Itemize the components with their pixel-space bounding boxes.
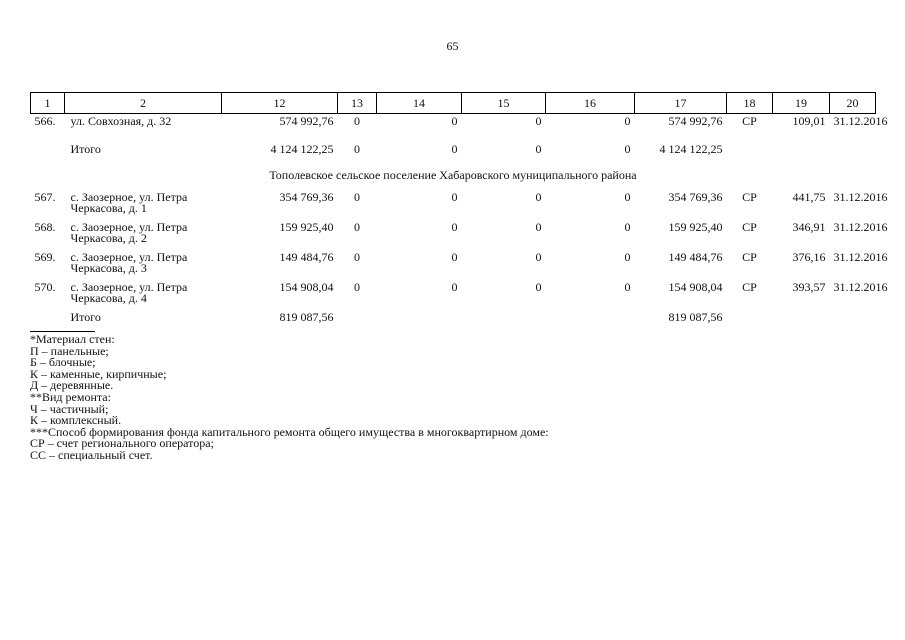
cell-19: 376,16 [792, 250, 826, 264]
cell-17: 4 124 122,25 [659, 142, 723, 156]
col-header: 18 [727, 93, 773, 114]
table-row [31, 190, 876, 220]
col-header: 2 [65, 93, 222, 114]
row-number: 566. [34, 114, 56, 128]
cell-18: СР [742, 250, 757, 264]
cell-17: 574 992,76 [668, 114, 723, 128]
col-header: 16 [546, 93, 635, 114]
cell-16: 0 [624, 114, 631, 128]
cell-19: 393,57 [792, 280, 826, 294]
cell-12: 819 087,56 [279, 310, 334, 324]
address-line: ул. Совхозная, д. 32 [70, 114, 172, 128]
cell-16: 0 [624, 190, 631, 204]
cell-13: 0 [354, 142, 360, 156]
cell-14: 0 [451, 142, 458, 156]
col-header: 12 [222, 93, 338, 114]
footnote-line: Б – блочные; [30, 355, 96, 370]
address-line: с. Заозерное, ул. Петра [70, 280, 188, 294]
address-line: Черкасова, д. 4 [70, 291, 147, 305]
footnote-line: Ч – частичный; [30, 401, 109, 416]
page-number: 65 [446, 39, 459, 53]
col-header: 1 [31, 93, 65, 114]
cell-15: 0 [535, 280, 542, 294]
footnote-line: К – комплексный. [30, 413, 122, 428]
cell-14: 0 [451, 114, 458, 128]
cell-15: 0 [535, 220, 542, 234]
cell-16: 0 [624, 220, 631, 234]
cell-14: 0 [451, 250, 458, 264]
address-line: с. Заозерное, ул. Петра [70, 250, 188, 264]
section-row [31, 170, 876, 190]
cell-18: СР [742, 220, 757, 234]
col-header: 15 [462, 93, 546, 114]
row-number: 570. [34, 280, 56, 294]
address-cell [65, 114, 222, 143]
table-row [31, 250, 876, 280]
repair-schedule-table [30, 92, 888, 338]
cell-18: СР [742, 190, 757, 204]
cell-14: 0 [451, 190, 458, 204]
cell-14: 0 [451, 220, 458, 234]
cell-17: 154 908,04 [668, 280, 723, 294]
cell-20: 31.12.2016 [833, 220, 888, 234]
cell-17: 149 484,76 [668, 250, 723, 264]
cell-13: 0 [354, 280, 360, 294]
col-header: 14 [377, 93, 462, 114]
cell-12: 4 124 122,25 [270, 142, 334, 156]
cell-16: 0 [624, 142, 631, 156]
header-row [31, 93, 876, 114]
cell-13: 0 [354, 114, 360, 128]
footnote-line: СС – специальный счет. [30, 447, 153, 462]
footnote-line: К – каменные, кирпичные; [30, 366, 167, 381]
cell-13: 0 [354, 250, 360, 264]
address-line: Черкасова, д. 2 [70, 231, 147, 245]
col-header: 13 [338, 93, 377, 114]
row-number: 567. [34, 190, 56, 204]
address-cell [65, 250, 222, 280]
footnote-line: **Вид ремонта: [30, 389, 111, 404]
cell-16: 0 [624, 280, 631, 294]
table-row [31, 220, 876, 250]
cell-12: 154 908,04 [279, 280, 334, 294]
total-row [31, 142, 876, 170]
row-number: 568. [34, 220, 56, 234]
table-row [31, 114, 876, 143]
table-row [31, 280, 876, 310]
address-cell [65, 220, 222, 250]
cell-12: 159 925,40 [279, 220, 334, 234]
cell-20: 31.12.2016 [833, 114, 888, 128]
footnotes [30, 334, 549, 462]
cell-15: 0 [535, 250, 542, 264]
address-line: с. Заозерное, ул. Петра [70, 220, 188, 234]
cell-20: 31.12.2016 [833, 190, 888, 204]
cell-19: 346,91 [792, 220, 826, 234]
cell-15: 0 [535, 114, 542, 128]
cell-17: 819 087,56 [668, 310, 723, 324]
row-number: 569. [34, 250, 56, 264]
cell-19: 441,75 [792, 190, 826, 204]
col-header: 19 [773, 93, 830, 114]
col-header: 17 [635, 93, 727, 114]
footnote-line: Д – деревянные. [30, 378, 114, 393]
section-title: Тополевское сельское поселение Хабаровского муниципального района [269, 168, 637, 182]
cell-18: СР [742, 114, 757, 128]
cell-13: 0 [354, 190, 360, 204]
footnote-line: П – панельные; [30, 343, 109, 358]
cell-16 [546, 310, 635, 338]
cell-17: 354 769,36 [668, 190, 723, 204]
cell-19: 109,01 [792, 114, 826, 128]
total-label: Итого [70, 142, 101, 156]
cell-20: 31.12.2016 [833, 280, 888, 294]
address-line: Черкасова, д. 3 [70, 261, 147, 275]
total-label: Итого [70, 310, 101, 324]
cell-20: 31.12.2016 [833, 250, 888, 264]
cell-15: 0 [535, 190, 542, 204]
address-cell [65, 190, 222, 220]
col-header: 20 [830, 93, 876, 114]
cell-18: СР [742, 280, 757, 294]
address-line: с. Заозерное, ул. Петра [70, 190, 188, 204]
cell-15: 0 [535, 142, 542, 156]
cell-12: 149 484,76 [279, 250, 334, 264]
footnote-line: ***Способ формирования фонда капитального ремонта общего имущества в многоквартирном доме: [30, 424, 549, 439]
footnote-line: СР – счет регионального оператора; [30, 436, 214, 451]
cell-12: 354 769,36 [279, 190, 334, 204]
cell-14: 0 [451, 280, 458, 294]
cell-17: 159 925,40 [668, 220, 723, 234]
address-line: Черкасова, д. 1 [70, 201, 147, 215]
cell-13: 0 [354, 220, 360, 234]
cell-12: 574 992,76 [279, 114, 334, 128]
cell-16: 0 [624, 250, 631, 264]
footnote-line: *Материал стен: [30, 332, 115, 346]
address-cell [65, 280, 222, 310]
